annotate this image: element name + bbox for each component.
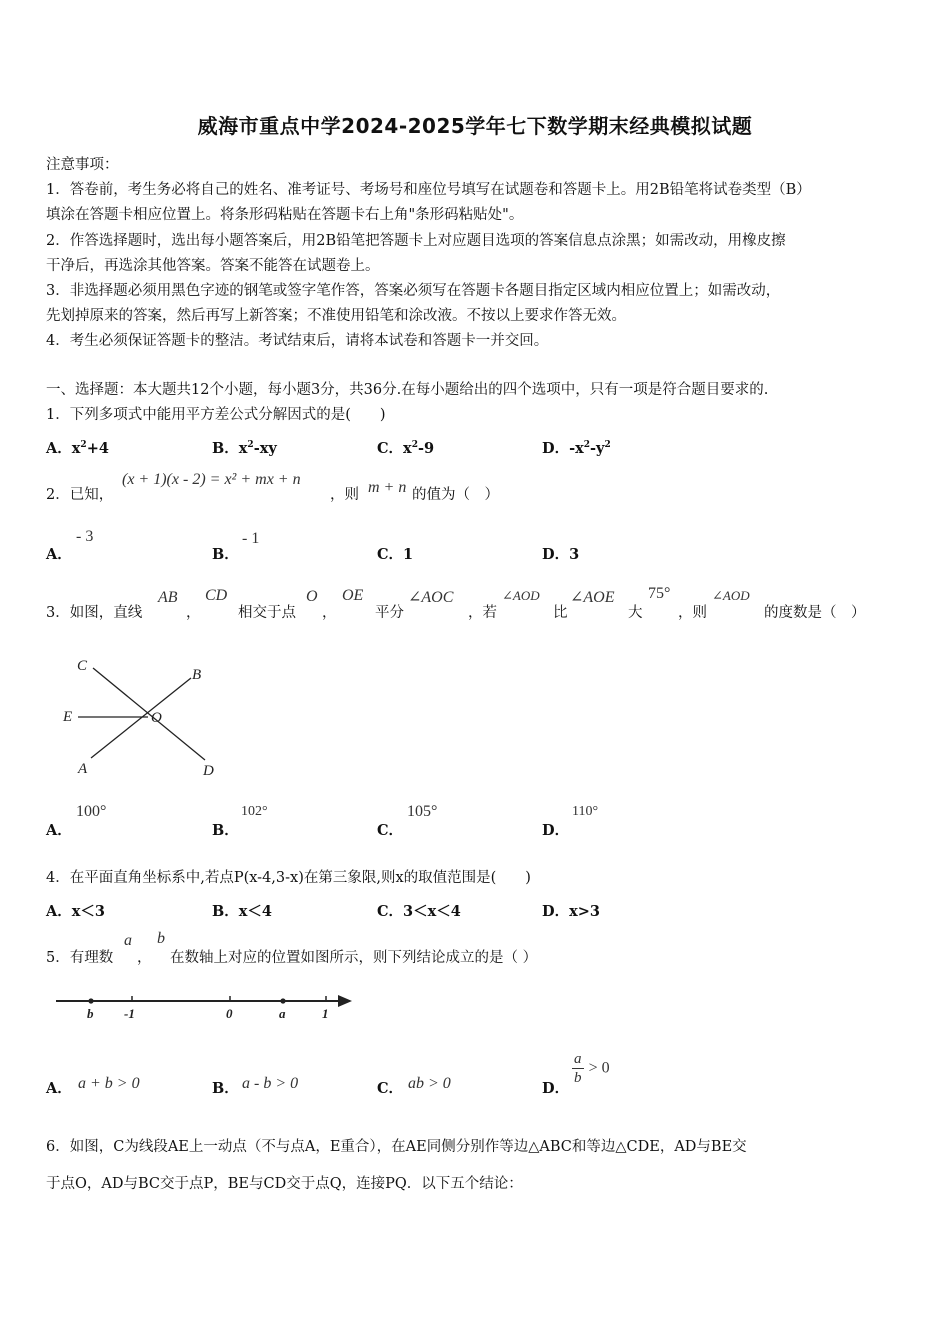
q2-option-b-label: B． (212, 546, 239, 563)
point-label-o: O (151, 710, 162, 726)
q3-degree: 75° (648, 585, 671, 602)
q5-option-d-label: D． (542, 1080, 570, 1097)
q5-number-line (52, 988, 362, 1024)
point-label-b: B (192, 667, 202, 683)
q4-option-a: A．x＜3 (46, 903, 105, 920)
q3-option-d-value: 110° (572, 804, 599, 819)
q3-text: 大 (628, 605, 643, 621)
q3-oe: OE (342, 587, 364, 604)
q2-expression-mn: m + n (368, 479, 407, 496)
notice-line: 干净后，再选涂其他答案。答案不能答在试题卷上。 (46, 258, 380, 274)
q1-option-b: B．$x^2-xy$ (212, 440, 277, 457)
q5-comma: ， (137, 950, 152, 966)
q5-var-a: a (124, 932, 132, 949)
q5-var-b: b (157, 930, 165, 947)
q5-option-b-value: a - b > 0 (242, 1075, 299, 1092)
q2-option-d: D．3 (542, 546, 580, 563)
question-5-num: 5．有理数 (46, 950, 114, 966)
notice-line: 4．考生必须保证答题卡的整洁。考试结束后，请将本试卷和答题卡一并交回。 (46, 333, 549, 349)
label-a: a (279, 1006, 286, 1021)
q3-comma: ， (186, 605, 201, 621)
q5-option-a-value: a + b > 0 (78, 1075, 140, 1092)
q4-option-d: D．x>3 (542, 903, 600, 920)
q1-option-c: C．$x^2-9$ (377, 440, 435, 457)
q3-option-a-value: 100° (76, 803, 107, 820)
q3-angle-aod: ∠AOD (502, 588, 540, 603)
question-4-stem: 4．在平面直角坐标系中,若点P(x-4,3-x)在第三象限,则x的取值范围是( ) (46, 870, 531, 886)
point-label-d: D (203, 763, 214, 779)
q3-option-a-label: A． (46, 822, 72, 839)
q2-text: ，则 (330, 487, 359, 503)
q4-option-c: C．3＜x＜4 (377, 903, 461, 920)
q5-text: 在数轴上对应的位置如图所示，则下列结论成立的是（ ） (170, 950, 538, 966)
q5-option-a-label: A． (46, 1080, 72, 1097)
q2-option-b-value: - 1 (242, 530, 260, 547)
point-a (280, 998, 285, 1003)
label-0: 0 (226, 1006, 233, 1021)
q3-option-c-label: C． (377, 822, 404, 839)
question-2-num: 2．已知， (46, 487, 114, 503)
point-label-a: A (78, 761, 88, 777)
q3-angle-aoe: ∠AOE (570, 589, 615, 606)
line-cd (93, 668, 205, 760)
fraction: $\frac{a}{b}$ (574, 1051, 582, 1086)
q3-angle-aod: ∠AOD (712, 588, 750, 603)
point-label-c: C (77, 658, 88, 674)
q3-text: 平分 (375, 605, 404, 621)
question-6-line: 于点O，AD与BC交于点P，BE与CD交于点Q，连接PQ．以下五个结论： (46, 1176, 523, 1192)
q3-text: ，则 (678, 605, 707, 621)
notice-line: 2．作答选择题时，选出每小题答案后，用2B铅笔把答题卡上对应题目选项的答案信息点涂黑；如需改动，用橡皮擦 (46, 233, 786, 249)
line-ab (91, 678, 191, 758)
q2-option-a-value: - 3 (76, 528, 94, 545)
notice-line: 填涂在答题卡相应位置上。将条形码粘贴在答题卡右上角"条形码粘贴处"。 (46, 207, 524, 223)
label-minus-1: -1 (124, 1006, 135, 1021)
q2-option-c: C．1 (377, 546, 414, 563)
q5-option-c-label: C． (377, 1080, 404, 1097)
axis-arrow (338, 995, 352, 1007)
question-3-num: 3．如图，直线 (46, 605, 143, 621)
q3-figure (55, 650, 225, 785)
q3-text: ，若 (468, 605, 497, 621)
q3-text: 比 (553, 605, 568, 621)
q2-text-tail: 的值为（ ） (412, 487, 499, 503)
q3-o: O (306, 588, 318, 605)
q3-text: 的度数是（ ） (764, 605, 866, 621)
notice-heading: 注意事项： (46, 157, 119, 173)
notice-line: 1．答卷前，考生务必将自己的姓名、准考证号、考场号和座位号填写在试题卷和答题卡上。用2B铅笔将试卷类型（B） (46, 182, 811, 198)
q3-cd: CD (205, 587, 228, 604)
label-1: 1 (322, 1006, 329, 1021)
notice-line: 先划掉原来的答案，然后再写上新答案；不准使用铅笔和涂改液。不按以上要求作答无效。 (46, 308, 626, 324)
q3-option-c-value: 105° (407, 803, 438, 820)
label-b: b (87, 1006, 94, 1021)
section-heading: 一、选择题：本大题共12个小题，每小题3分，共36分.在每小题给出的四个选项中，只有一项是符合题目要求的. (46, 382, 769, 398)
q3-option-d-label: D． (542, 822, 570, 839)
q5-option-c-value: ab > 0 (408, 1075, 451, 1092)
q3-option-b-value: 102° (241, 804, 268, 819)
q3-option-b-label: B． (212, 822, 239, 839)
q3-angle-aoc: ∠AOC (408, 589, 454, 606)
q5-option-b-label: B． (212, 1080, 239, 1097)
q2-expression: (x + 1)(x - 2) = x² + mx + n (122, 471, 301, 488)
q5-option-d-value: $\frac{a}{b}$ > 0 (574, 1051, 610, 1086)
q3-text: 相交于点 (238, 605, 296, 621)
q3-ab: AB (158, 589, 178, 606)
page-title: 威海市重点中学2024-2025学年七下数学期末经典模拟试题 (197, 114, 753, 138)
point-label-e: E (63, 709, 73, 725)
question-1-stem: 1．下列多项式中能用平方差公式分解因式的是( ) (46, 407, 386, 423)
point-b (88, 998, 93, 1003)
q2-option-a-label: A． (46, 546, 72, 563)
q1-option-a: A．$x^2+4$ (46, 440, 109, 457)
question-6-line: 6．如图，C为线段AE上一动点（不与点A，E重合），在AE同侧分别作等边△ABC和等边△CDE，AD与BE交 (46, 1139, 747, 1155)
q1-option-d: D．$-x^2-y^2$ (542, 440, 611, 457)
q4-option-b: B．x＜4 (212, 903, 272, 920)
notice-line: 3．非选择题必须用黑色字迹的钢笔或签字笔作答，答案必须写在答题卡各题目指定区域内相应位置上；如需改动， (46, 283, 781, 299)
q3-comma: ， (322, 605, 337, 621)
